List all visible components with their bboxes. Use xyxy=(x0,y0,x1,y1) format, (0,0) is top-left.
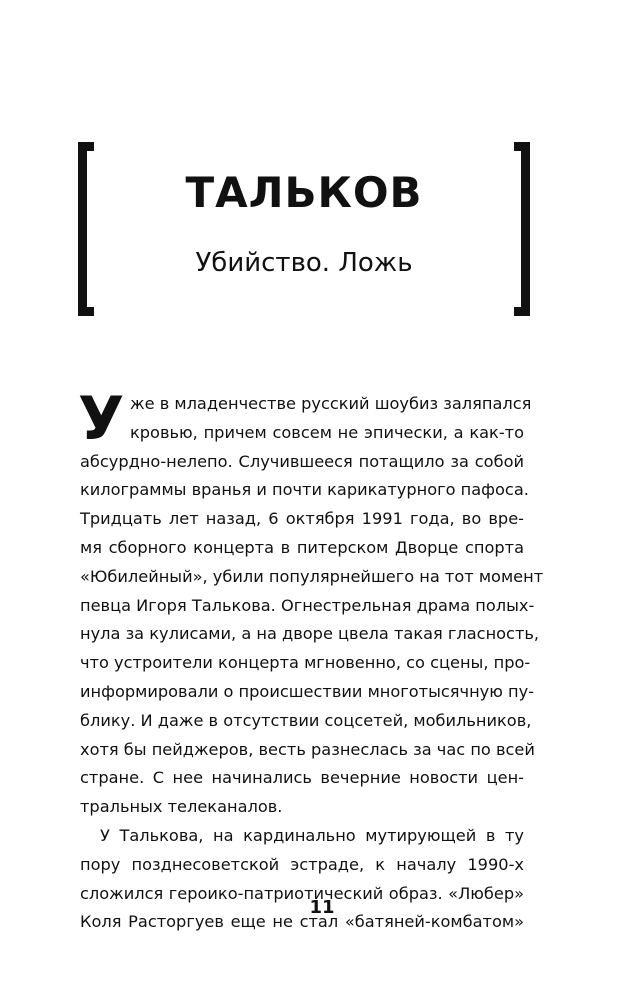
text-line: информировали о происшествии многотысячную пу- xyxy=(80,681,535,701)
text-line: мя сборного концерта в питерском Дворце спорта xyxy=(80,537,524,557)
right-bracket xyxy=(514,142,530,316)
drop-cap: У xyxy=(78,384,125,454)
text-line: певца Игоря Талькова. Огнестрельная драма полых- xyxy=(80,595,535,615)
text-line: кровью, причем совсем не эпически, а как-то xyxy=(130,422,524,442)
body-text xyxy=(78,384,544,937)
text-line: хотя бы пейджеров, весть разнеслась за час по всей xyxy=(80,739,535,759)
left-bracket xyxy=(78,142,94,316)
text-line: тральных телеканалов. xyxy=(80,797,283,817)
text-line: стране. С нее начинались вечерние новости цен- xyxy=(80,768,524,788)
chapter-header xyxy=(78,142,530,318)
chapter-subtitle: Убийство. Ложь xyxy=(195,248,413,278)
text-line: абсурдно-нелепо. Случившееся потащило за собой xyxy=(80,451,524,471)
text-line: сложился героико-патриотический образ. «Любер» xyxy=(80,883,524,903)
text-line: нула за кулисами, а на дворе цвела такая гласность, xyxy=(80,624,540,644)
text-line: блику. И даже в отсутствии соцсетей, мобильников, xyxy=(80,710,532,730)
page-number: 11 xyxy=(309,897,335,918)
text-line: Коля Расторгуев еще не стал «батяней-комбатом» xyxy=(80,912,524,932)
text-line: килограммы вранья и почти карикатурного пафоса. xyxy=(80,480,529,500)
text-line: пору позднесоветской эстраде, к началу 1990-х xyxy=(80,854,524,874)
chapter-title: ТАЛЬКОВ xyxy=(185,168,423,217)
text-line: Тридцать лет назад, 6 октября 1991 года, во вре- xyxy=(80,509,524,529)
text-line: что устроители концерта мгновенно, со сцены, про- xyxy=(80,653,531,673)
text-line: «Юбилейный», убили популярнейшего на тот момент xyxy=(80,566,544,586)
text-line: же в младенчестве русский шоубиз заляпался xyxy=(130,394,532,413)
text-line: У Талькова, на кардинально мутирующей в ту xyxy=(100,825,524,845)
